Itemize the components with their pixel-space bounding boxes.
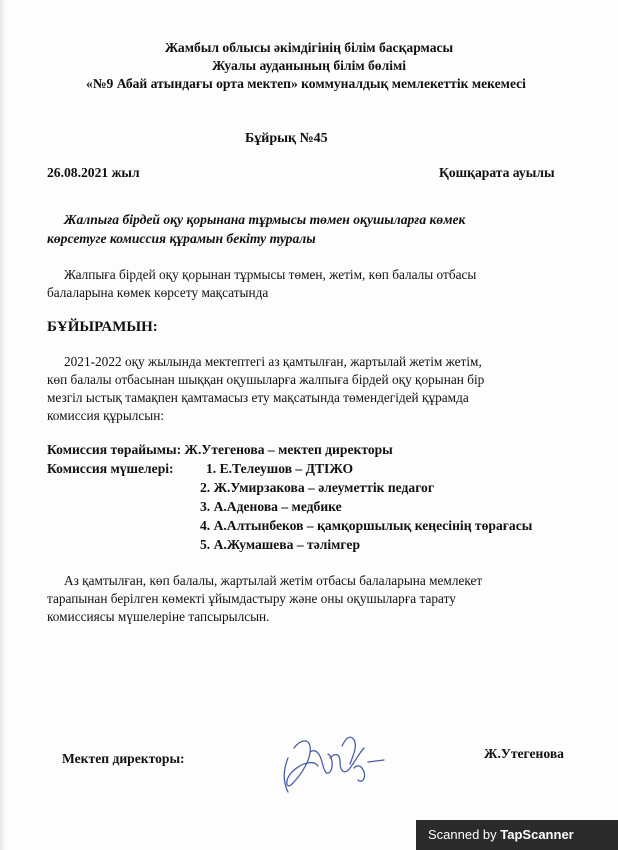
paragraph-1-line-1: 2021-2022 оқу жылында мектептегі аз қамтылған, жартылай жетім жетім, bbox=[64, 354, 482, 369]
commission-chair: Комиссия төрайымы: Ж.Утегенова – мектеп директоры bbox=[47, 442, 393, 457]
paragraph-2-line-2: тарапынан берілген көмекті ұйымдастыру және оны оқушыларға тарату bbox=[47, 591, 456, 606]
commission-member: 1. Е.Телеушов – ДТІЖО bbox=[206, 461, 354, 476]
order-subject-line-1: Жалпыға бірдей оқу қорынана тұрмысы төмен оқушыларға көмек bbox=[64, 212, 466, 227]
commission-member: 2. Ж.Умирзакова – әлеуметтік педагог bbox=[200, 480, 435, 495]
order-title: Бұйрық №45 bbox=[245, 131, 328, 146]
watermark-brand: TapScanner bbox=[500, 827, 574, 842]
preamble-line-2: балаларына көмек көрсету мақсатында bbox=[47, 285, 269, 300]
signatory-position: Мектеп директоры: bbox=[62, 751, 185, 766]
paragraph-1-line-3: мезгіл ыстық тамақпен қамтамасыз ету мақсатында төмендегідей құрамда bbox=[47, 390, 469, 405]
order-place: Қошқарата ауылы bbox=[439, 165, 555, 180]
header-region-office: Жамбыл облысы әкімдігінің білім басқармасы bbox=[164, 40, 454, 55]
watermark-prefix: Scanned by bbox=[428, 827, 501, 842]
paragraph-1-line-4: комиссия құрылсын: bbox=[47, 408, 165, 423]
decree-heading: БҰЙЫРАМЫН: bbox=[47, 319, 158, 335]
commission-member: 4. А.Алтынбеков – қамқоршылық кеңесінің төрағасы bbox=[200, 518, 533, 533]
handwritten-signature bbox=[280, 718, 392, 800]
order-date: 26.08.2021 жыл bbox=[47, 165, 140, 180]
header-district-department: Жуалы ауданының білім бөлімі bbox=[211, 58, 407, 73]
order-subject-line-2: көрсетуге комиссия құрамын бекіту туралы bbox=[47, 231, 316, 246]
commission-members-label: Комиссия мүшелері: bbox=[47, 461, 174, 476]
signatory-name: Ж.Утегенова bbox=[484, 746, 564, 761]
scanner-watermark bbox=[416, 820, 618, 850]
commission-member: 3. А.Аденова – медбике bbox=[200, 499, 342, 514]
header-school-name: «№9 Абай атындағы орта мектеп» коммуналдық мемлекеттік мекемесі bbox=[86, 76, 526, 91]
paragraph-1-line-2: көп балалы отбасынан шыққан оқушыларға жалпыға бірдей оқу қорынан бір bbox=[47, 372, 485, 387]
commission-member: 5. А.Жумашева – тәлімгер bbox=[200, 537, 360, 552]
scan-edge-shadow bbox=[0, 0, 6, 850]
paragraph-2-line-3: комиссиясы мүшелеріне тапсырылсын. bbox=[47, 609, 270, 624]
paragraph-2-line-1: Аз қамтылған, көп балалы, жартылай жетім отбасы балаларына мемлекет bbox=[64, 573, 483, 588]
preamble-line-1: Жалпыға бірдей оқу қорынан тұрмысы төмен, жетім, көп балалы отбасы bbox=[64, 267, 477, 282]
